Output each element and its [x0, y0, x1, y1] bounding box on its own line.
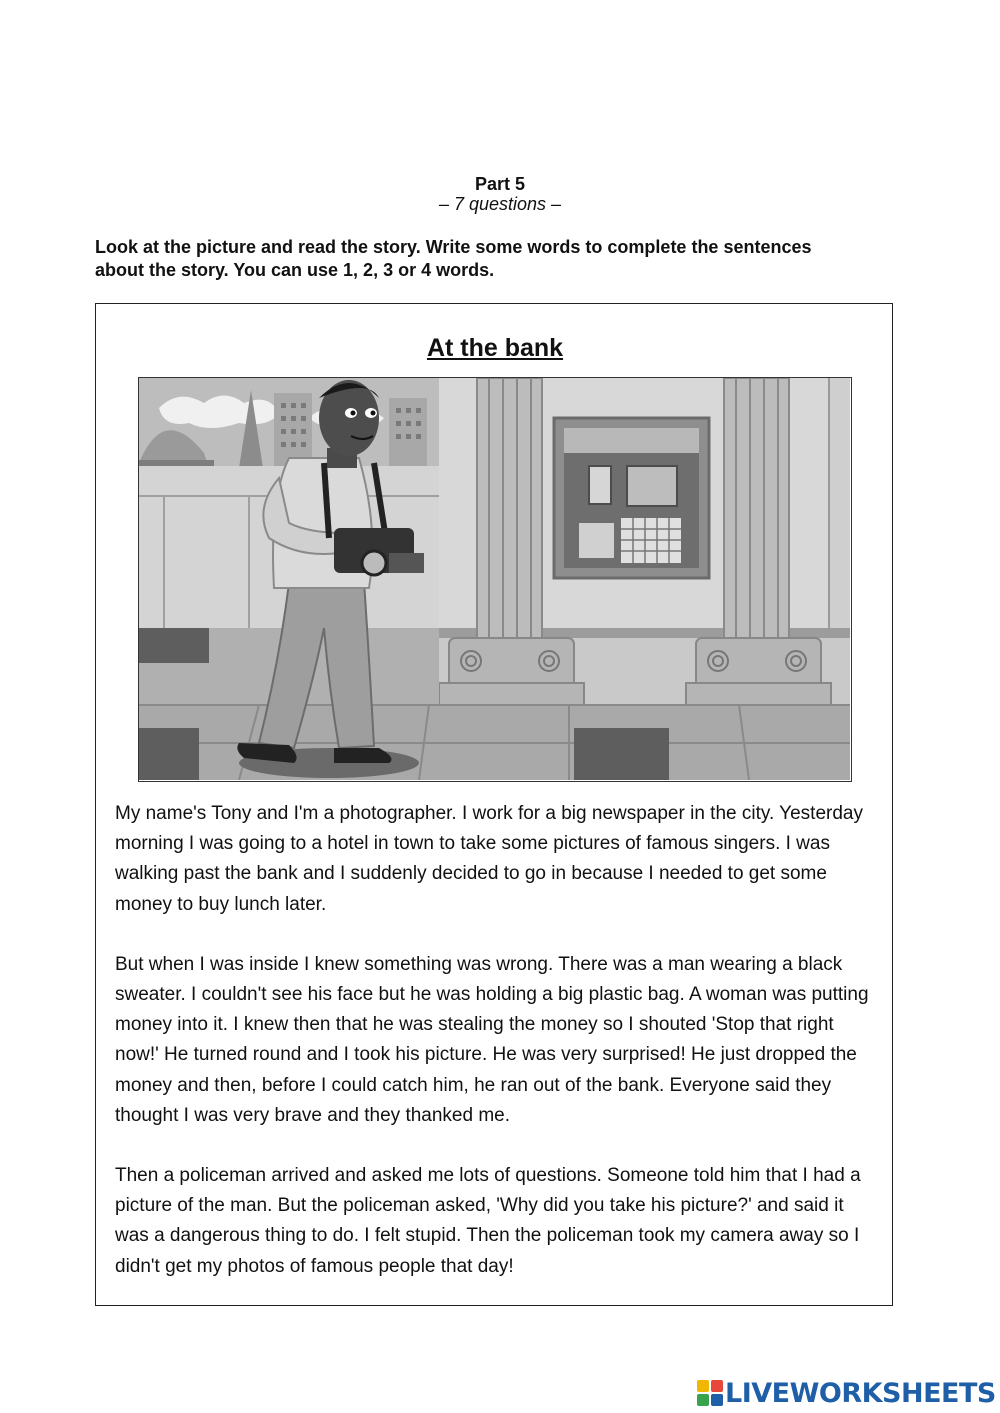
logo-text: LIVEWORKSHEETS	[725, 1377, 996, 1409]
logo-mark-icon	[697, 1380, 723, 1406]
story-illustration	[138, 377, 852, 782]
story-paragraph: But when I was inside I knew something was wrong. There was a man wearing a black sweater. I couldn't see his face but he was holding a big plastic bag. A woman was putting money into it. I knew then that he was stealing the money so I shouted 'Stop that right now!' He turned round and I took his picture. He was very surprised! He just dropped the money and then, before I could catch him, he ran out of the bank. Everyone said they thought I was very brave and they thanked me.	[115, 953, 869, 1126]
questions-count: – 7 questions –	[438, 194, 562, 214]
story-paragraph: Then a policeman arrived and asked me lots of questions. Someone told him that I had a picture of the man. But the policeman asked, 'Why did you take his picture?' and said it was a dangerous thing to do. I felt stupid. Then the policeman took my camera away so I didn't get my photos of famous people that day!	[115, 1165, 861, 1277]
liveworksheets-logo	[697, 1377, 996, 1409]
instructions: Look at the picture and read the story. Write some words to complete the sentences about the story. You can use 1, 2, 3 or 4 words.	[95, 237, 812, 280]
story-title: At the bank	[426, 334, 564, 362]
story-box	[95, 303, 893, 1306]
story-paragraph: My name's Tony and I'm a photographer. I work for a big newspaper in the city. Yesterday morning I was going to a hotel in town to take some pictures of famous singers. I was walking past the bank and I suddenly decided to go in because I needed to get some money to buy lunch later.	[115, 803, 863, 915]
story-text	[115, 799, 875, 1312]
part-title: Part 5	[474, 174, 526, 194]
